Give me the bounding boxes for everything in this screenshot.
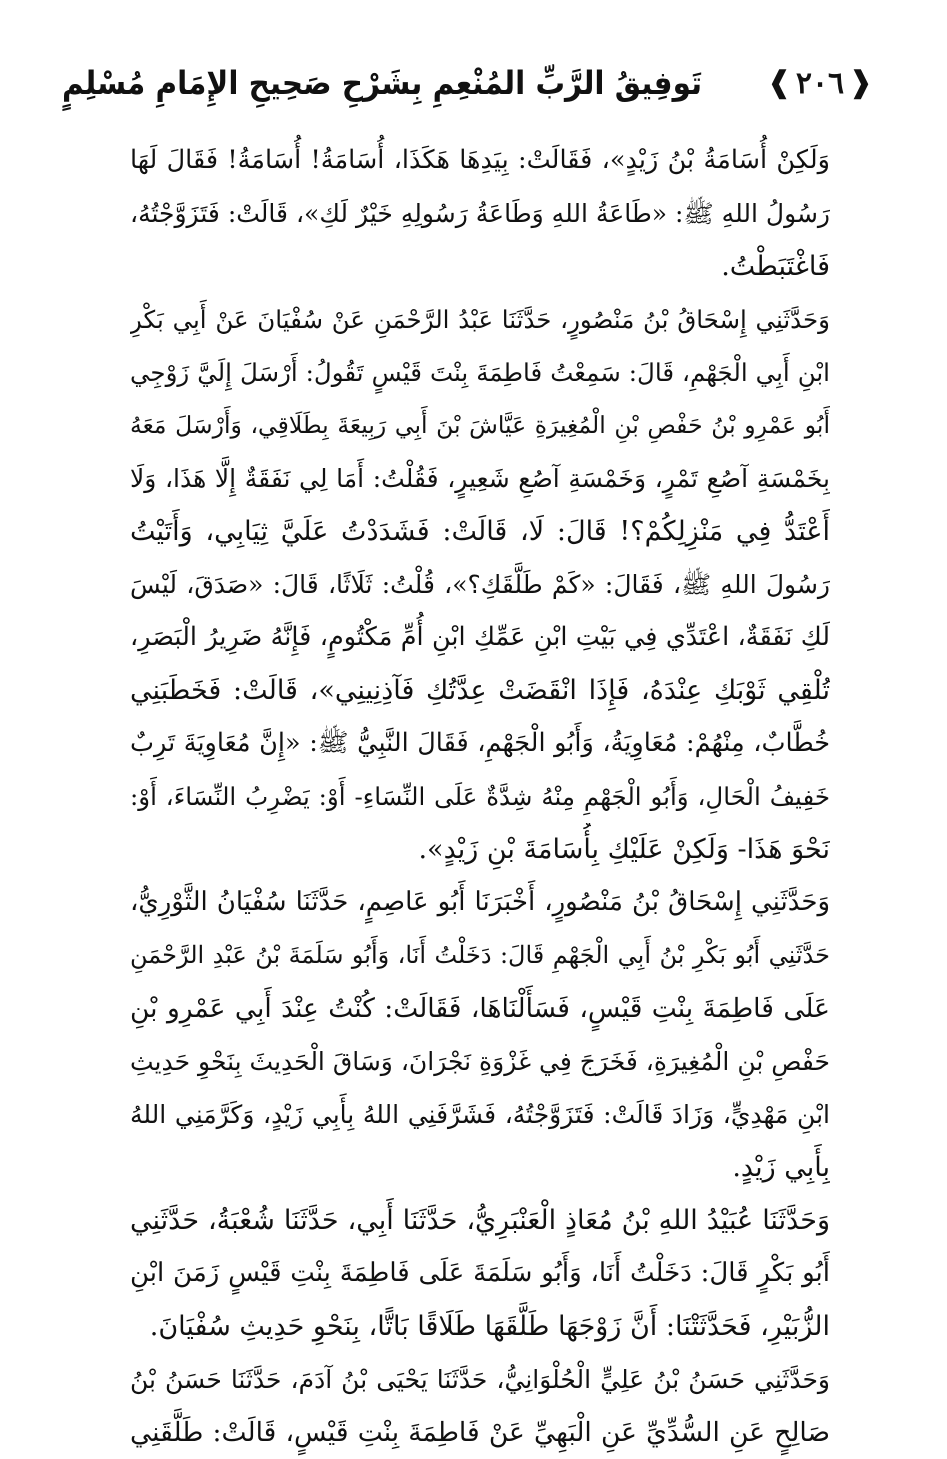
text-line: عَلَى فَاطِمَةَ بِنْتِ قَيْسٍ، فَسَأَلْنَاهَا، فَقَالَتْ: كُنْتُ عِنْدَ أَبِي عَمْرِو بْنِ <box>130 993 830 1024</box>
text-line: خَفِيفُ الْحَالِ، وَأَبُو الْجَهْمِ مِنْهُ شِدَّةٌ عَلَى النِّسَاءِ- أَوْ: يَضْرِبُ النِّسَاءَ، أَوْ: <box>130 782 830 811</box>
text-line: صَالِحٍ عَنِ السُّدِّيِّ عَنِ الْبَهِيِّ عَنْ فَاطِمَةَ بِنْتِ قَيْسٍ، قَالَتْ: طَلَّقَنِي <box>130 1417 830 1448</box>
text-line: رَسُولُ اللهِ ﷺ: «طَاعَةُ اللهِ وَطَاعَةُ رَسُولِهِ خَيْرٌ لَكِ»، قَالَتْ: فَتَزَوَّجْتُهُ، <box>130 199 830 228</box>
text-line: رَسُولَ اللهِ ﷺ، فَقَالَ: «كَمْ طَلَّقَكِ؟»، قُلْتُ: ثَلَاثًا، قَالَ: «صَدَقَ، لَيْسَ <box>130 570 830 599</box>
page-header <box>62 52 874 114</box>
text-line: وَحَدَّثَنَا عُبَيْدُ اللهِ بْنُ مُعَاذٍ الْعَنْبَرِيُّ، حَدَّثَنَا أَبِي، حَدَّثَنَا شُعْبَةُ، حَدَّثَنِي <box>130 1205 830 1236</box>
page-number: ٢٠٦ <box>795 65 845 101</box>
text-line: وَحَدَّثَنِي إِسْحَاقُ بْنُ مَنْصُورٍ، أَخْبَرَنَا أَبُو عَاصِمٍ، حَدَّثَنَا سُفْيَانُ الثَّوْرِيُّ، <box>130 887 830 917</box>
text-line: خُطَّابٌ، مِنْهُمْ: مُعَاوِيَةُ، وَأَبُو الْجَهْمِ، فَقَالَ النَّبِيُّ ﷺ: «إِنَّ مُعَاوِيَةَ تَرِبٌ <box>130 728 830 758</box>
ornament-right-icon: ❰ <box>848 65 874 100</box>
text-line: نَحْوَ هَذَا- وَلَكِنْ عَلَيْكِ بِأُسَامَةَ بْنِ زَيْدٍ». <box>418 834 830 865</box>
text-line: وَحَدَّثَنِي حَسَنُ بْنُ عَلِيٍّ الْحُلْوَانِيُّ، حَدَّثَنَا يَحْيَى بْنُ آدَمَ، حَدَّثَنَا حَسَنُ بْنُ <box>130 1365 830 1394</box>
text-line: حَدَّثَنِي أَبُو بَكْرِ بْنُ أَبِي الْجَهْمِ قَالَ: دَخَلْتُ أَنَا، وَأَبُو سَلَمَةَ بْنُ عَبْدِ الرَّحْمَنِ <box>130 941 830 969</box>
text-line: وَلَكِنْ أُسَامَةُ بْنُ زَيْدٍ»، فَقَالَتْ: بِيَدِهَا هَكَذَا، أُسَامَةُ! أُسَامَةُ! فَقَالَ لَهَا <box>130 145 830 175</box>
book-title: تَوفِيقُ الرَّبِّ المُنْعِمِ بِشَرْحِ صَحِيحِ الإِمَامِ مُسْلِمٍ <box>62 64 703 102</box>
text-line: بِخَمْسَةِ آصُعِ تَمْرٍ، وَخَمْسَةِ آصُعِ شَعِيرٍ، فَقُلْتُ: أَمَا لِي نَفَقَةٌ إِلَّا هَذَا، وَلَا <box>130 464 830 493</box>
text-line: أَعْتَدُّ فِي مَنْزِلِكُمْ؟! قَالَ: لَا، قَالَتْ: فَشَدَدْتُ عَلَيَّ ثِيَابِي، وَأَتَيْتُ <box>130 516 830 547</box>
text-line: فَاغْتَبَطْتُ. <box>721 251 830 282</box>
text-line: ابْنِ مَهْدِيٍّ، وَزَادَ قَالَتْ: فَتَزَوَّجْتُهُ، فَشَرَّفَنِي اللهُ بِأَبِي زَيْدٍ، وَكَرَّمَنِي اللهُ <box>130 1100 830 1129</box>
text-line: أَبُو بَكْرٍ قَالَ: دَخَلْتُ أَنَا، وَأَبُو سَلَمَةَ عَلَى فَاطِمَةَ بِنْتِ قَيْسٍ زَمَنَ ابْنِ <box>130 1258 830 1288</box>
text-line: وَحَدَّثَنِي إِسْحَاقُ بْنُ مَنْصُورٍ، حَدَّثَنَا عَبْدُ الرَّحْمَنِ عَنْ سُفْيَانَ عَنْ أَبِي بَكْرِ <box>130 305 830 334</box>
text-line: بِأَبِي زَيْدٍ. <box>732 1152 830 1183</box>
page-number-ornament <box>766 54 874 112</box>
text-line: الزُّبَيْرِ، فَحَدَّثَتْنَا: أَنَّ زَوْجَهَا طَلَّقَهَا طَلَاقًا بَاتًّا، بِنَحْوِ حَدِيثِ سُفْيَانَ. <box>149 1311 830 1342</box>
ornament-left-icon: ❱ <box>766 65 792 100</box>
text-line: تُلْقِي ثَوْبَكِ عِنْدَهُ، فَإِذَا انْقَضَتْ عِدَّتُكِ فَآذِنِينِي»، قَالَتْ: فَخَطَبَنِي <box>130 675 830 706</box>
text-line: حَفْصِ بْنِ الْمُغِيرَةِ، فَخَرَجَ فِي غَزْوَةِ نَجْرَانَ، وَسَاقَ الْحَدِيثَ بِنَحْوِ حَدِيثِ <box>130 1047 830 1076</box>
text-line: أَبُو عَمْرِو بْنُ حَفْصِ بْنِ الْمُغِيرَةِ عَيَّاشَ بْنَ أَبِي رَبِيعَةَ بِطَلَاقِي، وَأَرْسَلَ مَعَهُ <box>130 411 830 439</box>
body-text <box>130 134 830 1459</box>
text-line: لَكِ نَفَقَةٌ، اعْتَدِّي فِي بَيْتِ ابْنِ عَمِّكِ ابْنِ أُمِّ مَكْتُومٍ، فَإِنَّهُ ضَرِيرُ الْبَصَرِ، <box>130 622 830 652</box>
text-line: ابْنِ أَبِي الْجَهْمِ، قَالَ: سَمِعْتُ فَاطِمَةَ بِنْتَ قَيْسٍ تَقُولُ: أَرْسَلَ إِلَيَّ زَوْجِي <box>130 358 830 387</box>
